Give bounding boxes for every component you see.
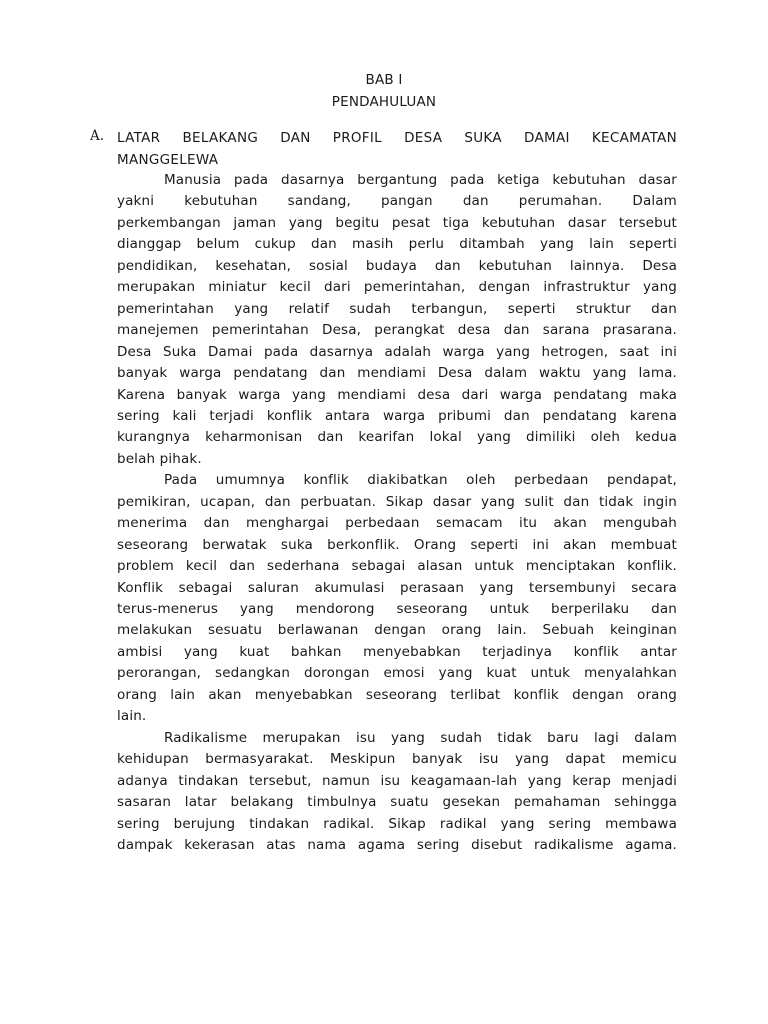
body-line: orang lain akan menyebabkan seseorang terlibat konflik dengan orang	[117, 686, 677, 703]
body-line: ambisi yang kuat bahkan menyebabkan terjadinya konflik antar	[117, 643, 677, 660]
body-line: pemikiran, ucapan, dan perbuatan. Sikap dasar yang sulit dan tidak ingin	[117, 493, 677, 510]
body-line: Pada umumnya konflik diakibatkan oleh perbedaan pendapat,	[164, 472, 677, 489]
section-letter: A.	[90, 128, 105, 144]
body-line: sering kali terjadi konflik antara warga pribumi dan pendatang karena	[117, 407, 677, 424]
body-line: perkembangan jaman yang begitu pesat tiga kebutuhan dasar tersebut	[117, 214, 677, 231]
body-line: pendidikan, kesehatan, sosial budaya dan kebutuhan lainnya. Desa	[117, 257, 677, 274]
body-line: Karena banyak warga yang mendiami desa dari warga pendatang maka	[117, 386, 677, 403]
body-line: kehidupan bermasyarakat. Meskipun banyak isu yang dapat memicu	[117, 751, 677, 768]
body-line: pemerintahan yang relatif sudah terbangun, seperti struktur dan	[117, 300, 677, 317]
body-line: Radikalisme merupakan isu yang sudah tidak baru lagi dalam	[164, 729, 677, 746]
body-line: merupakan miniatur kecil dari pemerintahan, dengan infrastruktur yang	[117, 279, 677, 296]
body-line: Konflik sebagai saluran akumulasi perasaan yang tersembunyi secara	[117, 579, 677, 596]
body-line: perorangan, sedangkan dorongan emosi yang kuat untuk menyalahkan	[117, 665, 677, 682]
body-line: belah pihak.	[117, 450, 202, 467]
body-line: adanya tindakan tersebut, namun isu keagamaan-lah yang kerap menjadi	[117, 772, 677, 789]
body-line: dampak kekerasan atas nama agama sering disebut radikalisme agama.	[117, 836, 677, 853]
body-line: seseorang berwatak suka berkonflik. Orang seperti ini akan membuat	[117, 536, 677, 553]
body-line: Desa Suka Damai pada dasarnya adalah warga yang hetrogen, saat ini	[117, 343, 677, 360]
body-line: dianggap belum cukup dan masih perlu ditambah yang lain seperti	[117, 236, 677, 253]
body-line: lain.	[117, 708, 147, 725]
body-line: kurangnya keharmonisan dan kearifan lokal yang dimiliki oleh kedua	[117, 429, 677, 446]
body-line: yakni kebutuhan sandang, pangan dan perumahan. Dalam	[117, 193, 677, 210]
body-line: Manusia pada dasarnya bergantung pada ketiga kebutuhan dasar	[164, 172, 677, 188]
body-line: sering berujung tindakan radikal. Sikap radikal yang sering membawa	[117, 815, 677, 832]
section-title-line-2: MANGGELEWA	[117, 151, 219, 168]
chapter-number: BAB I	[365, 72, 403, 88]
body-line: banyak warga pendatang dan mendiami Desa dalam waktu yang lama.	[117, 365, 677, 382]
body-line: problem kecil dan sederhana sebagai alasan untuk menciptakan konflik.	[117, 558, 677, 575]
chapter-title: PENDAHULUAN	[331, 94, 437, 110]
body-line: manejemen pemerintahan Desa, perangkat desa dan sarana prasarana.	[117, 322, 677, 339]
section-title-line-1: LATAR BELAKANG DAN PROFIL DESA SUKA DAMAI KECAMATAN	[117, 130, 677, 146]
body-line: sasaran latar belakang timbulnya suatu gesekan pemahaman sehingga	[117, 794, 677, 811]
body-line: melakukan sesuatu berlawanan dengan orang lain. Sebuah keinginan	[117, 622, 677, 639]
body-line: menerima dan menghargai perbedaan semacam itu akan mengubah	[117, 515, 677, 532]
body-line: terus-menerus yang mendorong seseorang untuk berperilaku dan	[117, 601, 677, 617]
